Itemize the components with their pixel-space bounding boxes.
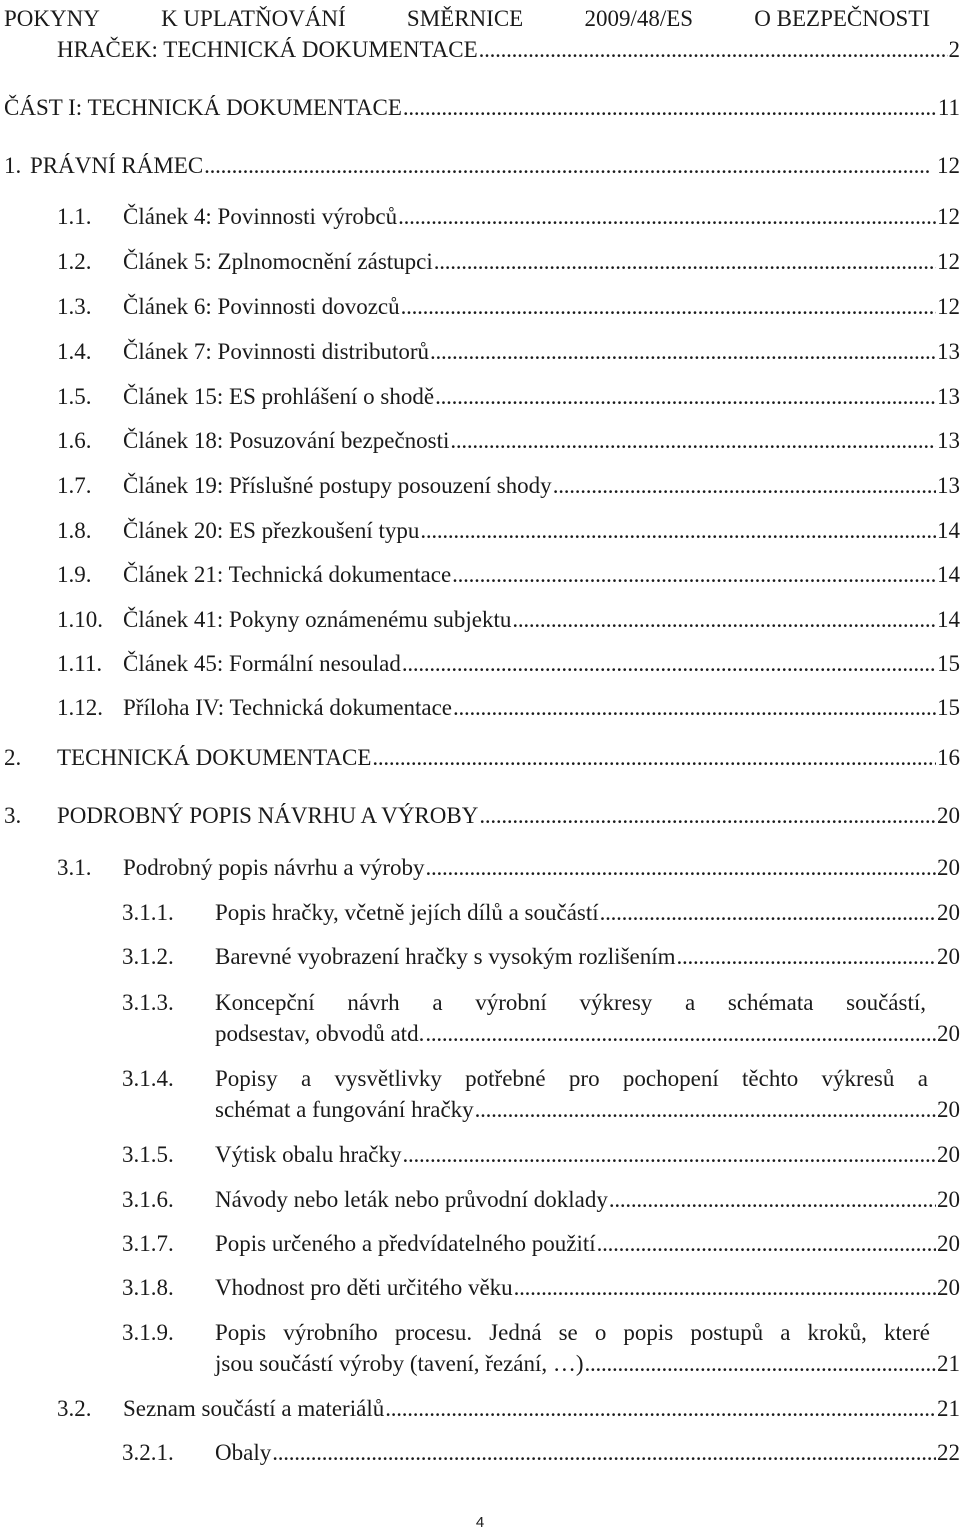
dot-leader	[453, 692, 936, 723]
toc-title-line1	[215, 987, 960, 1018]
toc-number: 1.8.	[57, 518, 92, 543]
toc-number: 3.1.1.	[122, 900, 174, 925]
title-word: výkresy	[579, 990, 653, 1015]
toc-title: ČÁST I: TECHNICKÁ DOKUMENTACE	[4, 95, 402, 120]
dot-leader	[452, 559, 936, 590]
toc-number: 3.2.1.	[122, 1440, 174, 1465]
toc-title-line1	[215, 1317, 960, 1348]
toc-page: 13	[937, 384, 960, 409]
toc-page: 20	[937, 1097, 960, 1122]
toc-title: Popis určeného a předvídatelného použití	[215, 1231, 596, 1256]
toc-title: Vhodnost pro děti určitého věku	[215, 1275, 513, 1300]
toc-title: Článek 15: ES prohlášení o shodě	[123, 384, 435, 409]
toc-title: HRAČEK: TECHNICKÁ DOKUMENTACE	[57, 37, 478, 62]
title-word: pochopení	[622, 1066, 719, 1091]
toc-page: 13	[937, 339, 960, 364]
dot-leader	[403, 1139, 936, 1170]
toc-entry[interactable]	[122, 1139, 960, 1170]
toc-title: Obaly	[215, 1440, 272, 1465]
toc-entry[interactable]	[57, 336, 960, 367]
toc-title: PRÁVNÍ RÁMEC	[30, 153, 204, 178]
dot-leader	[401, 291, 936, 322]
toc-page: 14	[937, 607, 960, 632]
toc-title: Článek 19: Příslušné postupy posouzení shody	[123, 473, 552, 498]
toc-entry-line	[122, 1063, 960, 1094]
page-number: 4	[475, 1514, 485, 1531]
toc-title-line1	[215, 1063, 960, 1094]
title-word: výrobního	[283, 1320, 378, 1345]
toc-page: 14	[937, 518, 960, 543]
dot-leader	[372, 742, 936, 773]
toc-number: 3.1.5.	[122, 1142, 174, 1167]
dot-leader	[597, 1228, 936, 1259]
title-word: Koncepční	[215, 990, 315, 1015]
toc-entry-heading[interactable]	[57, 34, 960, 65]
dot-leader	[450, 425, 936, 456]
title-word: a	[684, 990, 696, 1015]
dot-leader	[204, 150, 936, 181]
heading-word: O BEZPEČNOSTI	[754, 6, 930, 31]
toc-number: 1.9.	[57, 562, 92, 587]
toc-entry[interactable]	[57, 291, 960, 322]
toc-title-line2: podsestav, obvodů atd.	[215, 1021, 425, 1046]
title-word: návrh	[347, 990, 400, 1015]
heading-word: 2009/48/ES	[584, 6, 694, 31]
title-word: výrobní	[475, 990, 547, 1015]
toc-number: 1.	[4, 153, 22, 178]
toc-number: 1.6.	[57, 428, 92, 453]
toc-entry[interactable]	[57, 648, 960, 679]
toc-number: 2.	[4, 745, 22, 770]
toc-page: 11	[937, 95, 960, 120]
toc-page: 14	[937, 562, 960, 587]
toc-entry[interactable]	[122, 1272, 960, 1303]
heading-word: POKYNY	[4, 6, 100, 31]
toc-entry[interactable]	[57, 515, 960, 546]
toc-entry-line	[122, 1018, 960, 1049]
toc-entry[interactable]	[57, 381, 960, 412]
title-word: se	[558, 1320, 578, 1345]
toc-entry[interactable]	[57, 604, 960, 635]
toc-page: 16	[937, 745, 960, 770]
toc-entry[interactable]	[57, 201, 960, 232]
dot-leader	[385, 1393, 936, 1424]
toc-entry-line	[122, 987, 960, 1018]
toc-entry-heading-line1	[4, 3, 930, 34]
toc-number: 1.4.	[57, 339, 92, 364]
dot-leader	[403, 92, 937, 123]
toc-title: Návody nebo leták nebo průvodní doklady	[215, 1187, 608, 1212]
toc-number: 3.1.3.	[122, 990, 174, 1015]
toc-page: 20	[937, 855, 960, 880]
toc-number: 3.1.8.	[122, 1275, 174, 1300]
toc-number: 1.1.	[57, 204, 92, 229]
toc-entry-section-3[interactable]	[4, 800, 960, 831]
toc-title: Příloha IV: Technická dokumentace	[123, 695, 453, 720]
toc-page: 12	[937, 249, 960, 274]
toc-title: Článek 5: Zplnomocnění zástupci	[123, 249, 433, 274]
toc-number: 3.1.7.	[122, 1231, 174, 1256]
toc-title: Článek 6: Povinnosti dovozců	[123, 294, 400, 319]
toc-entry[interactable]	[122, 1184, 960, 1215]
toc-entry-3-1-4[interactable]	[122, 1063, 960, 1125]
toc-title: Barevné vyobrazení hračky s vysokým rozlišením	[215, 944, 676, 969]
dot-leader	[609, 1184, 936, 1215]
dot-leader	[585, 1348, 936, 1379]
title-word: výkresů	[821, 1066, 895, 1091]
toc-title: Článek 41: Pokyny oznámenému subjektu	[123, 607, 512, 632]
toc-entry[interactable]	[122, 941, 960, 972]
title-word: schémata	[727, 990, 814, 1015]
toc-number: 3.	[4, 803, 22, 828]
toc-title: Výtisk obalu hračky	[215, 1142, 402, 1167]
title-word: popis	[623, 1320, 674, 1345]
toc-number: 3.1.4.	[122, 1066, 174, 1091]
title-word: vysvětlivky	[334, 1066, 442, 1091]
dot-leader	[553, 470, 936, 501]
toc-page: 15	[937, 695, 960, 720]
toc-entry-3-1-3[interactable]	[122, 987, 960, 1049]
dot-leader	[479, 34, 948, 65]
toc-page: 12	[937, 153, 960, 178]
toc-entry-3-1-9[interactable]	[122, 1317, 960, 1379]
title-word: Popisy	[215, 1066, 278, 1091]
toc-entry-section-2[interactable]	[4, 742, 960, 773]
title-word: o	[594, 1320, 607, 1345]
heading-word: SMĚRNICE	[406, 6, 524, 31]
toc-number: 1.11.	[57, 651, 103, 676]
dot-leader	[512, 604, 936, 635]
toc-page: 21	[937, 1351, 960, 1376]
toc-title: Podrobný popis návrhu a výroby	[123, 855, 425, 880]
toc-page: 12	[937, 204, 960, 229]
toc-page: 20	[937, 1275, 960, 1300]
toc-entry-section-1[interactable]	[4, 150, 960, 181]
title-word: procesu.	[394, 1320, 473, 1345]
toc-entry-section-3-2[interactable]	[57, 1393, 960, 1424]
toc-number: 1.12.	[57, 695, 103, 720]
toc-entry-part1[interactable]	[4, 92, 960, 123]
title-word: kroků,	[807, 1320, 867, 1345]
toc-entry[interactable]	[57, 692, 960, 723]
toc-number: 1.3.	[57, 294, 92, 319]
toc-title: Článek 20: ES přezkoušení typu	[123, 518, 420, 543]
title-word: pro	[568, 1066, 600, 1091]
toc-page: 12	[937, 294, 960, 319]
toc-number: 1.7.	[57, 473, 92, 498]
toc-number: 3.2.	[57, 1396, 92, 1421]
toc-title: Článek 45: Formální nesoulad	[123, 651, 401, 676]
toc-page: 20	[937, 1187, 960, 1212]
toc-title: Článek 21: Technická dokumentace	[123, 562, 452, 587]
dot-leader	[420, 515, 936, 546]
title-word: těchto	[742, 1066, 799, 1091]
toc-entry[interactable]	[122, 1228, 960, 1259]
dot-leader	[398, 201, 936, 232]
title-word: postupů	[690, 1320, 764, 1345]
toc-number: 3.1.9.	[122, 1320, 174, 1345]
toc-number: 3.1.6.	[122, 1187, 174, 1212]
dot-leader	[479, 800, 936, 831]
title-word: které	[883, 1320, 930, 1345]
toc-page: 20	[937, 944, 960, 969]
toc-entry-section-3-1[interactable]	[57, 852, 960, 883]
toc-entry[interactable]	[57, 470, 960, 501]
toc-number: 1.5.	[57, 384, 92, 409]
toc-entry-line	[122, 1348, 960, 1379]
title-word: Jedná	[489, 1320, 542, 1345]
toc-entry[interactable]	[57, 559, 960, 590]
dot-leader	[435, 381, 936, 412]
title-word: součástí,	[846, 990, 926, 1015]
dot-leader	[434, 246, 936, 277]
title-word: a	[917, 1066, 928, 1091]
title-word: a	[432, 990, 443, 1015]
dot-leader	[677, 941, 936, 972]
toc-page: 20	[937, 1231, 960, 1256]
title-word: a	[300, 1066, 312, 1091]
dot-leader	[272, 1437, 936, 1468]
toc-entry[interactable]	[122, 1437, 960, 1468]
toc-number: 1.2.	[57, 249, 92, 274]
toc-page: 20	[937, 900, 960, 925]
toc-title-line2: jsou součástí výroby (tavení, řezání, …)	[215, 1351, 584, 1376]
toc-title: Popis hračky, včetně jejích dílů a součástí	[215, 900, 599, 925]
dot-leader	[514, 1272, 936, 1303]
toc-page: 21	[937, 1396, 960, 1421]
toc-entry-line	[122, 1094, 960, 1125]
toc-title: Článek 4: Povinnosti výrobců	[123, 204, 398, 229]
toc-title-line2: schémat a fungování hračky	[215, 1097, 474, 1122]
toc-title: PODROBNÝ POPIS NÁVRHU A VÝROBY	[57, 803, 479, 828]
dot-leader	[430, 336, 936, 367]
toc-page: 2	[948, 37, 960, 62]
dot-leader	[402, 648, 936, 679]
toc-entry-line	[122, 1317, 960, 1348]
dot-leader	[475, 1094, 936, 1125]
toc-title: Článek 18: Posuzování bezpečnosti	[123, 428, 450, 453]
toc-title: Článek 7: Povinnosti distributorů	[123, 339, 430, 364]
toc-number: 1.10.	[57, 607, 103, 632]
toc-page: 13	[937, 473, 960, 498]
heading-word: K UPLATŇOVÁNÍ	[161, 6, 346, 31]
toc-entry[interactable]	[57, 425, 960, 456]
toc-page: 20	[937, 803, 960, 828]
dot-leader	[426, 852, 936, 883]
title-word: a	[780, 1320, 791, 1345]
toc-page: 15	[937, 651, 960, 676]
title-word: potřebné	[465, 1066, 546, 1091]
toc-entry[interactable]	[57, 246, 960, 277]
toc-page: 20	[937, 1021, 960, 1046]
title-word: Popis	[215, 1320, 267, 1345]
toc-title: TECHNICKÁ DOKUMENTACE	[57, 745, 372, 770]
toc-number: 3.1.	[57, 855, 92, 880]
dot-leader	[600, 897, 936, 928]
toc-number: 3.1.2.	[122, 944, 174, 969]
toc-page: 20	[937, 1142, 960, 1167]
dot-leader	[425, 1018, 936, 1049]
toc-page: 22	[937, 1440, 960, 1465]
toc-entry[interactable]	[122, 897, 960, 928]
toc-title: Seznam součástí a materiálů	[123, 1396, 385, 1421]
toc-page: 13	[937, 428, 960, 453]
